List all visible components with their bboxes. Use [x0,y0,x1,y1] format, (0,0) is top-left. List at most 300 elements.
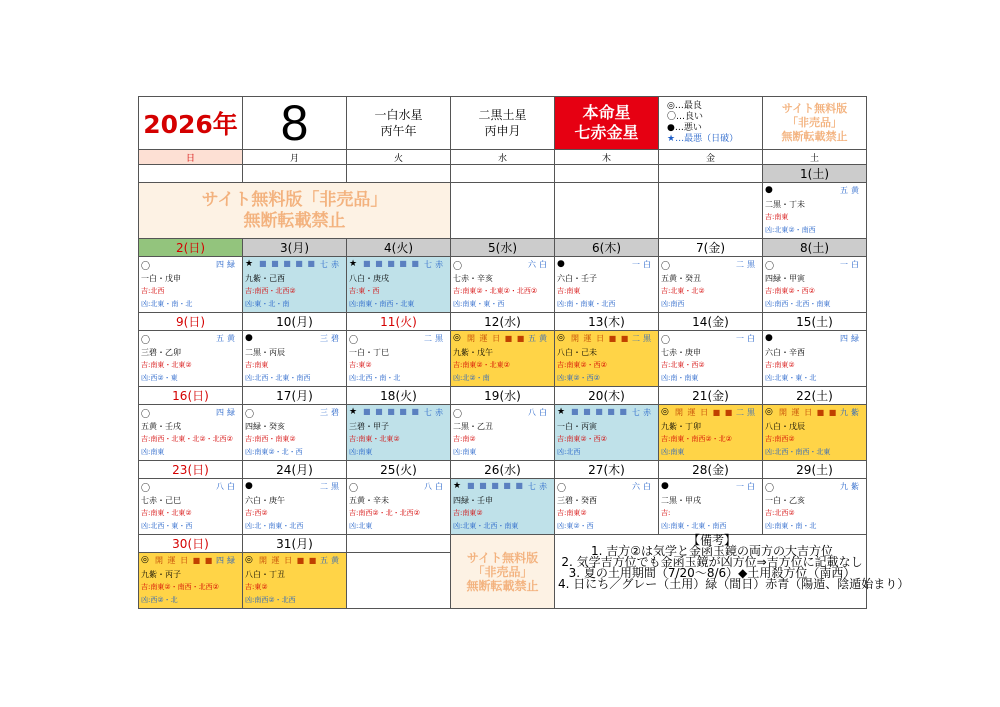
day-star: 七赤 [632,408,654,417]
day-cell [347,479,451,535]
free-notice-line: 「非売品」 [472,564,533,579]
day-cell [243,331,347,387]
day-header-line [451,406,554,420]
day-kanshi: 四緑・壬申 [453,496,493,505]
weekday-row [139,150,867,165]
unlucky-directions: 凶:北②・南 [453,374,490,382]
date-label: 14(金) [659,313,763,331]
honmei-label: 本命星 [582,103,631,122]
day-cell [347,405,451,461]
date-label: 28(金) [659,461,763,479]
fortune-band: ■ ■ ■ ■ ■ [259,259,316,268]
day-header-line [243,258,346,272]
day-header-line [243,332,346,346]
day-header-line [347,332,450,346]
date-label: 1(土) [763,165,867,183]
day-star: 七赤 [528,482,550,491]
day-star: 七赤 [424,260,446,269]
day-header-line [659,332,762,346]
date-label: 22(土) [763,387,867,405]
unlucky-directions: 凶:東②・西 [557,522,594,530]
date-label: 9(日) [139,313,243,331]
day-header-line [659,480,762,494]
day-star: 五黄 [840,186,862,195]
free-notice-line: サイト無料版 [781,102,848,115]
day-header-line [139,554,242,568]
day-star: 七赤 [424,408,446,417]
date-label: 27(木) [555,461,659,479]
notes-box [555,533,910,609]
date-label [451,165,555,183]
day-star: 二黒 [736,408,758,417]
date-row [139,313,867,331]
fortune-mark: ◎ [141,555,149,565]
weekday-header: 火 [347,150,451,165]
day-star: 一白 [736,334,758,343]
day-kanshi: 六白・庚午 [245,496,285,505]
day-kanshi: 三碧・癸酉 [557,496,597,505]
month-star: 二黒土星 [478,108,527,122]
fortune-mark: 〇 [141,484,151,494]
day-star: 五黄 [320,556,342,565]
day-kanshi: 九紫・戊午 [453,348,493,357]
day-kanshi: 一白・乙亥 [765,496,805,505]
unlucky-directions: 凶:南・南東・北西 [557,300,616,308]
fortune-mark: ★ [349,259,358,269]
lucky-directions: 吉:南東②・南西・北西② [141,583,219,591]
date-label: 19(水) [451,387,555,405]
lucky-directions: 吉:南東②・北東② [453,361,510,369]
calendar-table [138,95,910,609]
day-cell [243,257,347,313]
date-label: 18(火) [347,387,451,405]
date-label: 11(火) [347,313,451,331]
fortune-mark: ● [765,333,773,343]
date-label [659,165,763,183]
date-label: 26(水) [451,461,555,479]
year-star-cell [347,97,451,150]
fortune-band: 開 運 日 ■ ■ [259,556,318,565]
fortune-mark: ● [245,333,253,343]
date-label [139,165,243,183]
unlucky-directions: 凶:南・南東 [661,374,699,382]
date-label: 3(月) [243,239,347,257]
weekday-header: 土 [763,150,867,165]
day-cell [243,479,347,535]
day-cell [451,479,555,535]
unlucky-directions: 凶:南東 [349,448,373,456]
lucky-directions: 吉:北西② [765,509,795,517]
day-star: 八白 [216,482,238,491]
day-cell [763,257,867,313]
fortune-mark: ● [661,481,669,491]
day-cell [659,479,763,535]
lucky-directions: 吉:東② [245,583,268,591]
info-row [139,331,867,387]
fortune-band: 開 運 日 ■ ■ [155,556,214,565]
fortune-mark: 〇 [453,262,463,272]
day-kanshi: 九紫・丁卯 [661,422,701,431]
unlucky-directions: 凶:南東・東・西 [453,300,505,308]
day-kanshi: 一白・戊申 [141,274,181,283]
lucky-directions: 吉:南西・南東② [245,435,296,443]
year-kanshi: 丙午年 [380,124,417,138]
unlucky-directions: 凶:南東 [661,448,685,456]
unlucky-directions: 凶:南東・北東・南西 [661,522,727,530]
unlucky-directions: 凶:北西・南・北 [349,374,401,382]
date-label: 24(月) [243,461,347,479]
fortune-band: ■ ■ ■ ■ ■ [467,481,524,490]
day-cell [763,183,867,239]
fortune-mark: 〇 [765,484,775,494]
fortune-mark: ★ [557,407,566,417]
date-label: 16(日) [139,387,243,405]
free-notice-line: サイト無料版 [466,550,539,565]
day-kanshi: 七赤・辛亥 [453,274,493,283]
notes-line: 4. 日にち／グレー（土用）緑（間日）赤青（陽遁、陰遁始まり） [558,577,910,591]
fortune-mark: ◎ [765,407,773,417]
lucky-directions: 吉:南東・北東② [141,361,192,369]
year-label: 2026年 [139,97,243,150]
date-label: 12(水) [451,313,555,331]
lucky-directions: 吉:北東・北② [661,287,705,295]
fortune-mark: 〇 [349,484,359,494]
unlucky-directions: 凶:北西・南西・北東 [765,448,831,456]
fortune-mark: 〇 [661,262,671,272]
fortune-band: 開 運 日 ■ ■ [571,334,630,343]
day-kanshi: 八白・己未 [557,348,597,357]
legend [659,97,763,150]
day-kanshi: 五黄・壬戌 [141,422,181,431]
free-notice-bottom [451,535,555,609]
month-star-cell [451,97,555,150]
lucky-directions: 吉:東② [349,361,372,369]
legend-good: 〇…良い [667,112,704,122]
lucky-directions: 吉:南東 [245,361,269,369]
day-cell [555,405,659,461]
day-cell [451,331,555,387]
weekday-header: 木 [555,150,659,165]
fortune-band: 開 運 日 ■ ■ [467,334,526,343]
day-kanshi: 四緑・甲寅 [765,274,805,283]
day-cell [139,479,243,535]
unlucky-directions: 凶:南西・北西・南東 [765,300,831,308]
fortune-mark: ● [557,259,565,269]
fortune-mark: 〇 [557,484,567,494]
day-star: 二黒 [424,334,446,343]
day-cell [243,553,347,609]
fortune-mark: ◎ [661,407,669,417]
lucky-directions: 吉:南西・北東・北②・北西② [141,435,233,443]
empty-cell [555,183,659,239]
fortune-band: 開 運 日 ■ ■ [675,408,734,417]
date-label: 20(木) [555,387,659,405]
year-star: 一白水星 [374,108,423,122]
unlucky-directions: 凶:北西・東・西 [141,522,193,530]
day-kanshi: 五黄・癸丑 [661,274,701,283]
lucky-directions: 吉:南西・北西② [245,287,296,295]
unlucky-directions: 凶:南西 [661,300,685,308]
fortune-mark: ● [245,481,253,491]
day-star: 四緑 [840,334,862,343]
day-cell [139,331,243,387]
day-header-line [139,332,242,346]
unlucky-directions: 凶:北東②・南西 [765,226,816,234]
day-cell [659,331,763,387]
honmei-cell [555,97,659,150]
date-label: 30(日) [139,535,243,553]
legend-bad: ●…悪い [667,123,702,133]
unlucky-directions: 凶:南西②・北西 [245,596,296,604]
day-header-line [763,184,866,198]
lucky-directions: 吉:南東② [453,509,483,517]
day-kanshi: 二黒・丁未 [765,200,805,209]
lucky-directions: 吉: [661,509,671,517]
day-star: 一白 [632,260,654,269]
unlucky-directions: 凶:北東 [349,522,373,530]
free-notice-line: 無断転載禁止 [781,130,848,143]
date-label: 6(木) [555,239,659,257]
weekday-header: 金 [659,150,763,165]
day-star: 一白 [736,482,758,491]
unlucky-directions: 凶:北西・北東・南西 [245,374,311,382]
fortune-mark: 〇 [661,336,671,346]
unlucky-directions: 凶:北東・東・北 [765,374,817,382]
day-kanshi: 八白・戊辰 [765,422,805,431]
date-label: 23(日) [139,461,243,479]
month-kanshi: 丙申月 [484,124,521,138]
lucky-directions: 吉:南東② [765,361,795,369]
day-kanshi: 九紫・丙子 [141,570,181,579]
day-cell [763,331,867,387]
lucky-directions: 吉:南東・南西②・北② [661,435,732,443]
lucky-directions: 吉:北西 [141,287,165,295]
day-star: 一白 [840,260,862,269]
empty-cell [347,553,451,609]
day-header-line [347,258,450,272]
day-star: 五黄 [528,334,550,343]
free-notice [763,97,867,150]
fortune-mark: ★ [349,407,358,417]
day-kanshi: 五黄・辛未 [349,496,389,505]
fortune-mark: 〇 [141,262,151,272]
day-cell [243,405,347,461]
unlucky-directions: 凶:北西 [557,448,581,456]
fortune-mark: ◎ [245,555,253,565]
unlucky-directions: 凶:東・北・南 [245,300,290,308]
fortune-mark: ★ [453,481,462,491]
day-star: 七赤 [320,260,342,269]
weekday-header: 水 [451,150,555,165]
lucky-directions: 吉:南② [453,435,476,443]
day-header-line [659,258,762,272]
lucky-directions: 吉:南東 [765,213,789,221]
day-header-line [555,258,658,272]
fortune-mark: 〇 [245,410,255,420]
day-kanshi: 二黒・甲戌 [661,496,701,505]
weekday-header: 日 [139,150,243,165]
date-label: 29(土) [763,461,867,479]
day-kanshi: 一白・丁巳 [349,348,389,357]
day-star: 五黄 [216,334,238,343]
fortune-mark: ★ [245,259,254,269]
free-notice-line: 無断転載禁止 [466,578,539,593]
day-header-line [659,406,762,420]
date-label [243,165,347,183]
big-free-notice-line: 無断転載禁止 [243,210,346,231]
day-kanshi: 七赤・己巳 [141,496,181,505]
day-star: 四緑 [216,260,238,269]
day-cell [763,479,867,535]
info-row [139,479,867,535]
fortune-mark: ● [765,185,773,195]
date-label: 17(月) [243,387,347,405]
day-header-line [243,480,346,494]
legend-best: ◎…最良 [667,101,702,111]
day-header-line [555,332,658,346]
fortune-band: ■ ■ ■ ■ ■ [363,407,420,416]
day-header-line [347,406,450,420]
honmei-star: 七赤金星 [574,123,639,142]
day-kanshi: 六白・壬子 [557,274,597,283]
day-header-line [451,258,554,272]
day-cell [347,331,451,387]
date-row [139,387,867,405]
day-kanshi: 八白・丁丑 [245,570,285,579]
day-header-line [451,480,554,494]
day-cell [139,553,243,609]
lucky-directions: 吉:南西②・北・北西② [349,509,420,517]
unlucky-directions: 凶:南東 [141,448,165,456]
lucky-directions: 吉:南東・北東② [349,435,400,443]
date-label: 31(月) [243,535,347,553]
day-header-line [243,406,346,420]
day-star: 六白 [632,482,654,491]
big-free-notice-line: サイト無料版「非売品」 [201,189,388,210]
fortune-band: ■ ■ ■ ■ ■ [363,259,420,268]
fortune-mark: 〇 [765,262,775,272]
fortune-mark: 〇 [349,336,359,346]
day-header-line [139,258,242,272]
date-label: 13(木) [555,313,659,331]
unlucky-directions: 凶:北東・南・北 [141,300,193,308]
day-star: 二黒 [632,334,654,343]
day-kanshi: 三碧・甲子 [349,422,389,431]
day-header-line [243,554,346,568]
day-cell [659,405,763,461]
lucky-directions: 吉:南東・北東② [141,509,192,517]
day-kanshi: 八白・庚戌 [349,274,389,283]
lucky-directions: 吉:南東②・北東②・北西② [453,287,538,295]
day-cell [555,257,659,313]
day-cell [763,405,867,461]
date-label: 4(火) [347,239,451,257]
day-cell [347,257,451,313]
legend-worst: ★…最悪（日破） [667,134,739,144]
info-row [139,257,867,313]
notes-line: 3. 夏の土用期間（7/20～8/6）◆土用殺方位（南西） [568,566,856,580]
date-label: 21(金) [659,387,763,405]
day-cell [555,331,659,387]
day-kanshi: 六白・辛酉 [765,348,805,357]
date-label: 5(水) [451,239,555,257]
lucky-directions: 吉:西② [245,509,268,517]
day-star: 二黒 [736,260,758,269]
date-row [139,239,867,257]
day-kanshi: 二黒・乙丑 [453,422,493,431]
date-label [347,165,451,183]
info-row [139,405,867,461]
date-label: 25(火) [347,461,451,479]
fortune-mark: 〇 [453,410,463,420]
day-kanshi: 三碧・乙卯 [141,348,181,357]
fortune-mark: 〇 [141,410,151,420]
day-star: 九紫 [840,408,862,417]
unlucky-directions: 凶:南東②・北・西 [245,448,303,456]
fortune-band: 開 運 日 ■ ■ [779,408,838,417]
date-label [555,165,659,183]
day-cell [139,257,243,313]
date-label: 2(日) [139,239,243,257]
day-header-line [139,480,242,494]
day-header-line [763,332,866,346]
info-row [139,183,867,239]
day-header-line [555,480,658,494]
day-header-line [347,480,450,494]
date-label: 8(土) [763,239,867,257]
unlucky-directions: 凶:東②・西② [557,374,600,382]
lucky-directions: 吉:南東②・西② [557,435,607,443]
unlucky-directions: 凶:北東・北西・南東 [453,522,519,530]
lucky-directions: 吉:南東②・西② [557,361,607,369]
day-kanshi: 九紫・己酉 [245,274,285,283]
unlucky-directions: 凶:北・南東・北西 [245,522,304,530]
day-star: 二黒 [320,482,342,491]
notes-line: 1. 吉方②は気学と金函玉鏡の両方の大吉方位 [590,544,834,558]
weekday-header: 月 [243,150,347,165]
date-label [347,535,451,553]
date-label: 10(月) [243,313,347,331]
day-header-line [451,332,554,346]
day-star: 三碧 [320,408,342,417]
day-star: 六白 [528,260,550,269]
day-header-line [555,406,658,420]
lucky-directions: 吉:南西② [765,435,795,443]
date-row [139,461,867,479]
big-free-notice [139,183,451,239]
day-star: 四緑 [216,556,238,565]
day-header-line [763,258,866,272]
day-star: 三碧 [320,334,342,343]
notes-line: 2. 気学吉方位でも金函玉鏡が凶方位⇒吉方位に記載なし [561,555,863,569]
day-cell [659,257,763,313]
day-header-line [139,406,242,420]
day-header-line [763,480,866,494]
lucky-directions: 吉:南東②・西② [765,287,815,295]
day-cell [451,405,555,461]
day-kanshi: 七赤・庚申 [661,348,701,357]
unlucky-directions: 凶:西②・北 [141,596,178,604]
day-cell [451,257,555,313]
date-row [139,535,867,553]
unlucky-directions: 凶:南東・南西・北東 [349,300,415,308]
date-label: 15(土) [763,313,867,331]
notes-title: 【備考】 [687,533,736,547]
fortune-mark: 〇 [141,336,151,346]
fortune-mark: ◎ [557,333,565,343]
day-star: 八白 [424,482,446,491]
day-header-line [763,406,866,420]
